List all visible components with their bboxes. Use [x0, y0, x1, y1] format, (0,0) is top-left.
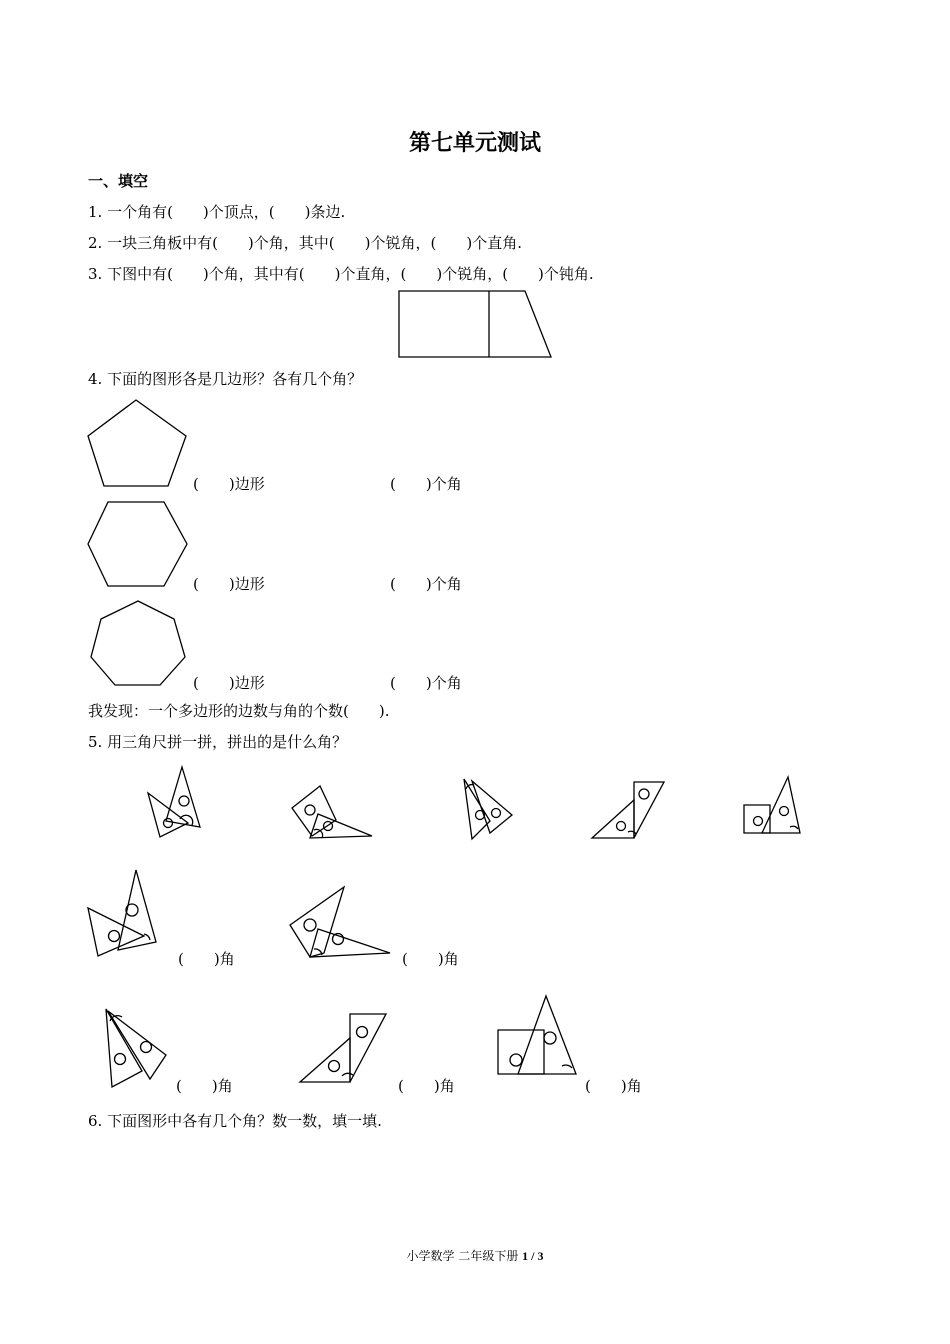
q5-blank-3: ( )角	[176, 1077, 233, 1095]
question-2: 2. 一块三角板中有( )个角，其中( )个锐角，( )个直角.	[88, 234, 522, 252]
set-square-figure-3	[458, 775, 516, 843]
hexagon-shape	[86, 500, 190, 588]
q4-row1-angles: ( )个角	[390, 475, 462, 493]
q4-row2-sides: ( )边形	[193, 575, 265, 593]
page-title: 第七单元测试	[408, 131, 541, 156]
set-square-figure-1	[140, 765, 205, 840]
set-square-figure-9	[298, 1010, 390, 1085]
question-4: 4. 下面的图形各是几边形？各有几个角？	[88, 370, 363, 388]
q5-blank-4: ( )角	[398, 1077, 455, 1095]
set-square-figure-2	[288, 780, 376, 840]
section-heading: 一、填空	[88, 172, 149, 190]
q5-blank-2: ( )角	[402, 950, 459, 968]
question-5: 5. 用三角尺拼一拼，拼出的是什么角？	[88, 733, 348, 751]
heptagon-shape	[88, 599, 188, 689]
q4-row3-angles: ( )个角	[390, 674, 462, 692]
page-footer	[0, 1247, 950, 1264]
q5-blank-1: ( )角	[178, 950, 235, 968]
q4-row1-sides: ( )边形	[193, 475, 265, 493]
page-number: 1 / 3	[522, 1249, 544, 1263]
set-square-figure-8	[102, 1005, 170, 1091]
q4-row2-angles: ( )个角	[390, 575, 462, 593]
q4-row3-sides: ( )边形	[193, 674, 265, 692]
set-square-figure-5	[740, 775, 804, 839]
set-square-figure-4	[590, 780, 668, 842]
set-square-figure-10	[494, 994, 580, 1078]
set-square-figure-7	[288, 885, 392, 959]
q5-blank-5: ( )角	[585, 1077, 642, 1095]
question-3: 3. 下图中有( )个角，其中有( )个直角，( )个锐角，( )个钝角.	[88, 265, 594, 283]
pentagon-shape	[86, 398, 190, 488]
set-square-figure-6	[86, 868, 158, 960]
question-6: 6. 下面图形中各有几个角？数一数，填一填.	[88, 1112, 382, 1130]
q4-finding: 我发现：一个多边形的边数与角的个数( ).	[88, 702, 390, 720]
question-1: 1. 一个角有( )个顶点，( )条边.	[88, 203, 346, 221]
footer-subject: 小学数学 二年级下册	[406, 1249, 523, 1263]
rectangle-trapezoid-figure	[398, 290, 553, 360]
